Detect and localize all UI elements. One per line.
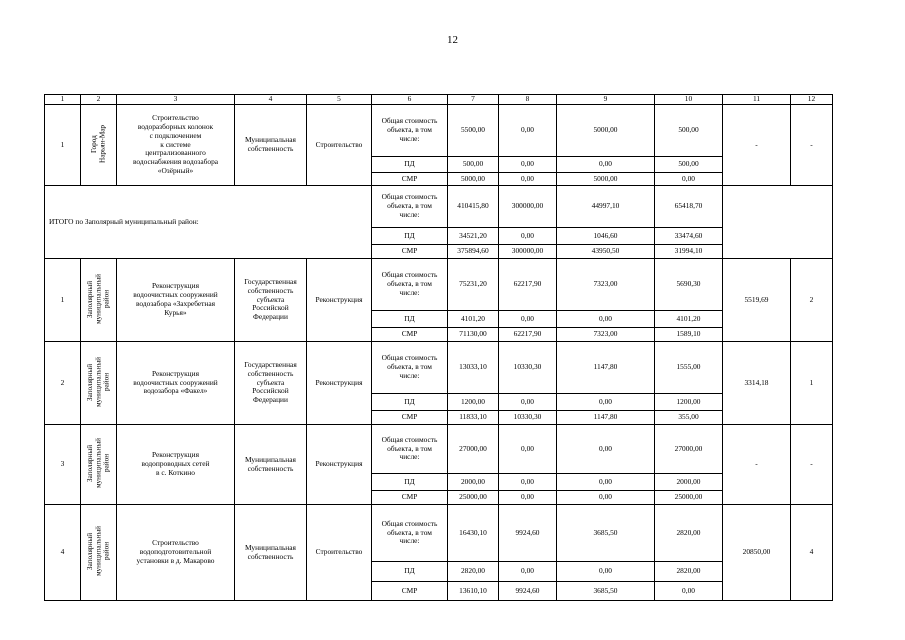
- object-row: [45, 342, 833, 394]
- value-col7: 2000,00: [448, 474, 499, 491]
- header-cell-6: 6: [372, 95, 448, 105]
- object-row: [45, 505, 833, 562]
- value-col9: 43950,50: [557, 245, 655, 259]
- row-number: 4: [45, 505, 81, 601]
- row-number: 1: [45, 259, 81, 342]
- ownership: Муниципальная собственность: [235, 505, 307, 601]
- investment-table: [44, 94, 833, 601]
- header-cell-8: 8: [499, 95, 557, 105]
- value-col10: 25000,00: [655, 491, 723, 505]
- value-col12: -: [791, 105, 833, 186]
- value-col10: 65418,70: [655, 186, 723, 228]
- value-col10: 27000,00: [655, 425, 723, 474]
- object-row: [45, 105, 833, 157]
- cost-label: Общая стоимость объекта, в том числе:: [372, 505, 448, 562]
- page-number: 12: [447, 34, 458, 46]
- value-col7: 27000,00: [448, 425, 499, 474]
- header-cell-1: 1: [45, 95, 81, 105]
- object-name: Строительство водоразборных колонок с подключением к системе централизованного водоснабжения водозабора «Озёрный»: [117, 105, 235, 186]
- cost-label: СМР: [372, 411, 448, 425]
- municipality-name: Заполярный муниципальный район: [86, 273, 111, 324]
- municipality-cell: [81, 505, 117, 601]
- value-col7: 13033,10: [448, 342, 499, 394]
- object-name: Строительство водоподготовительной установки в д. Макарово: [117, 505, 235, 601]
- work-type: Строительство: [307, 105, 372, 186]
- municipality-cell: [81, 425, 117, 505]
- ownership: Государственная собственность субъекта Российской Федерации: [235, 342, 307, 425]
- value-col10: 33474,60: [655, 228, 723, 245]
- value-col8: 62217,90: [499, 328, 557, 342]
- value-col8: 0,00: [499, 394, 557, 411]
- value-col9: 0,00: [557, 311, 655, 328]
- value-col10: 2820,00: [655, 562, 723, 582]
- row-number: 1: [45, 105, 81, 186]
- value-col10: 0,00: [655, 582, 723, 601]
- value-col7: 500,00: [448, 157, 499, 173]
- value-col12: 1: [791, 342, 833, 425]
- ownership: Государственная собственность субъекта Российской Федерации: [235, 259, 307, 342]
- value-col10: 4101,20: [655, 311, 723, 328]
- value-col7: 2820,00: [448, 562, 499, 582]
- header-cell-4: 4: [235, 95, 307, 105]
- value-col9: 1147,80: [557, 342, 655, 394]
- value-col12: 2: [791, 259, 833, 342]
- header-cell-3: 3: [117, 95, 235, 105]
- value-col10: 1589,10: [655, 328, 723, 342]
- value-col8: 0,00: [499, 228, 557, 245]
- total-label: ИТОГО по Заполярный муниципальный район:: [45, 186, 372, 259]
- municipality-cell: [81, 342, 117, 425]
- header-row: [45, 95, 833, 105]
- municipality-cell: [81, 259, 117, 342]
- municipality-name: Заполярный муниципальный район: [86, 438, 111, 489]
- work-type: Строительство: [307, 505, 372, 601]
- value-col7: 375894,60: [448, 245, 499, 259]
- value-col7: 1200,00: [448, 394, 499, 411]
- cost-label: СМР: [372, 245, 448, 259]
- value-col9: 3685,50: [557, 505, 655, 562]
- value-col7: 4101,20: [448, 311, 499, 328]
- value-col8: 0,00: [499, 173, 557, 186]
- value-col12: 4: [791, 505, 833, 601]
- municipality-cell: [81, 105, 117, 186]
- value-col10: 5690,30: [655, 259, 723, 311]
- value-col9: 44997,10: [557, 186, 655, 228]
- municipality-name: Заполярный муниципальный район: [86, 526, 111, 577]
- value-col7: 11833,10: [448, 411, 499, 425]
- object-name: Реконструкция водоочистных сооружений водозабора «Факел»: [117, 342, 235, 425]
- value-col8: 0,00: [499, 562, 557, 582]
- value-col10: 2820,00: [655, 505, 723, 562]
- value-col11: 20850,00: [723, 505, 791, 601]
- value-col11: -: [723, 105, 791, 186]
- value-col9: 1147,80: [557, 411, 655, 425]
- value-col8: 0,00: [499, 105, 557, 157]
- empty-cell: [723, 186, 833, 259]
- cost-label: Общая стоимость объекта, в том числе:: [372, 342, 448, 394]
- municipality-name: Город Нарьян-Мар: [90, 124, 107, 163]
- value-col10: 2000,00: [655, 474, 723, 491]
- header-cell-9: 9: [557, 95, 655, 105]
- value-col7: 410415,80: [448, 186, 499, 228]
- cost-label: Общая стоимость объекта, в том числе:: [372, 425, 448, 474]
- object-row: [45, 259, 833, 311]
- header-cell-12: 12: [791, 95, 833, 105]
- value-col8: 300000,00: [499, 186, 557, 228]
- value-col10: 355,00: [655, 411, 723, 425]
- value-col9: 7323,00: [557, 259, 655, 311]
- object-row: [45, 425, 833, 474]
- value-col9: 5000,00: [557, 173, 655, 186]
- cost-label: ПД: [372, 228, 448, 245]
- header-cell-5: 5: [307, 95, 372, 105]
- value-col8: 0,00: [499, 474, 557, 491]
- work-type: Реконструкция: [307, 259, 372, 342]
- cost-label: ПД: [372, 562, 448, 582]
- cost-label: ПД: [372, 394, 448, 411]
- value-col9: 7323,00: [557, 328, 655, 342]
- total-row: [45, 186, 833, 228]
- work-type: Реконструкция: [307, 425, 372, 505]
- cost-label: Общая стоимость объекта, в том числе:: [372, 186, 448, 228]
- value-col7: 34521,20: [448, 228, 499, 245]
- value-col9: 0,00: [557, 425, 655, 474]
- cost-label: СМР: [372, 582, 448, 601]
- value-col7: 75231,20: [448, 259, 499, 311]
- value-col9: 0,00: [557, 562, 655, 582]
- value-col9: 3685,50: [557, 582, 655, 601]
- value-col11: 5519,69: [723, 259, 791, 342]
- value-col7: 5000,00: [448, 173, 499, 186]
- value-col8: 10330,30: [499, 342, 557, 394]
- header-cell-7: 7: [448, 95, 499, 105]
- header-cell-2: 2: [81, 95, 117, 105]
- row-number: 2: [45, 342, 81, 425]
- value-col11: 3314,18: [723, 342, 791, 425]
- value-col7: 5500,00: [448, 105, 499, 157]
- value-col8: 62217,90: [499, 259, 557, 311]
- header-cell-10: 10: [655, 95, 723, 105]
- value-col10: 1555,00: [655, 342, 723, 394]
- value-col9: 0,00: [557, 394, 655, 411]
- value-col7: 25000,00: [448, 491, 499, 505]
- cost-label: Общая стоимость объекта, в том числе:: [372, 105, 448, 157]
- value-col8: 0,00: [499, 311, 557, 328]
- cost-label: Общая стоимость объекта, в том числе:: [372, 259, 448, 311]
- value-col10: 500,00: [655, 105, 723, 157]
- cost-label: СМР: [372, 328, 448, 342]
- municipality-name: Заполярный муниципальный район: [86, 356, 111, 407]
- cost-label: СМР: [372, 491, 448, 505]
- value-col7: 16430,10: [448, 505, 499, 562]
- cost-label: СМР: [372, 173, 448, 186]
- value-col8: 10330,30: [499, 411, 557, 425]
- ownership: Муниципальная собственность: [235, 425, 307, 505]
- value-col9: 0,00: [557, 157, 655, 173]
- value-col9: 0,00: [557, 474, 655, 491]
- cost-label: ПД: [372, 474, 448, 491]
- value-col10: 31994,10: [655, 245, 723, 259]
- value-col10: 500,00: [655, 157, 723, 173]
- value-col9: 0,00: [557, 491, 655, 505]
- value-col8: 300000,00: [499, 245, 557, 259]
- value-col8: 9924,60: [499, 505, 557, 562]
- value-col8: 9924,60: [499, 582, 557, 601]
- value-col9: 5000,00: [557, 105, 655, 157]
- value-col10: 1200,00: [655, 394, 723, 411]
- value-col12: -: [791, 425, 833, 505]
- value-col11: -: [723, 425, 791, 505]
- value-col10: 0,00: [655, 173, 723, 186]
- object-name: Реконструкция водоочистных сооружений водозабора «Захребетная Курья»: [117, 259, 235, 342]
- value-col8: 0,00: [499, 491, 557, 505]
- value-col7: 71130,00: [448, 328, 499, 342]
- value-col9: 1046,60: [557, 228, 655, 245]
- cost-label: ПД: [372, 311, 448, 328]
- value-col8: 0,00: [499, 157, 557, 173]
- row-number: 3: [45, 425, 81, 505]
- header-cell-11: 11: [723, 95, 791, 105]
- work-type: Реконструкция: [307, 342, 372, 425]
- value-col8: 0,00: [499, 425, 557, 474]
- ownership: Муниципальная собственность: [235, 105, 307, 186]
- cost-label: ПД: [372, 157, 448, 173]
- value-col7: 13610,10: [448, 582, 499, 601]
- object-name: Реконструкция водопроводных сетей в с. Коткино: [117, 425, 235, 505]
